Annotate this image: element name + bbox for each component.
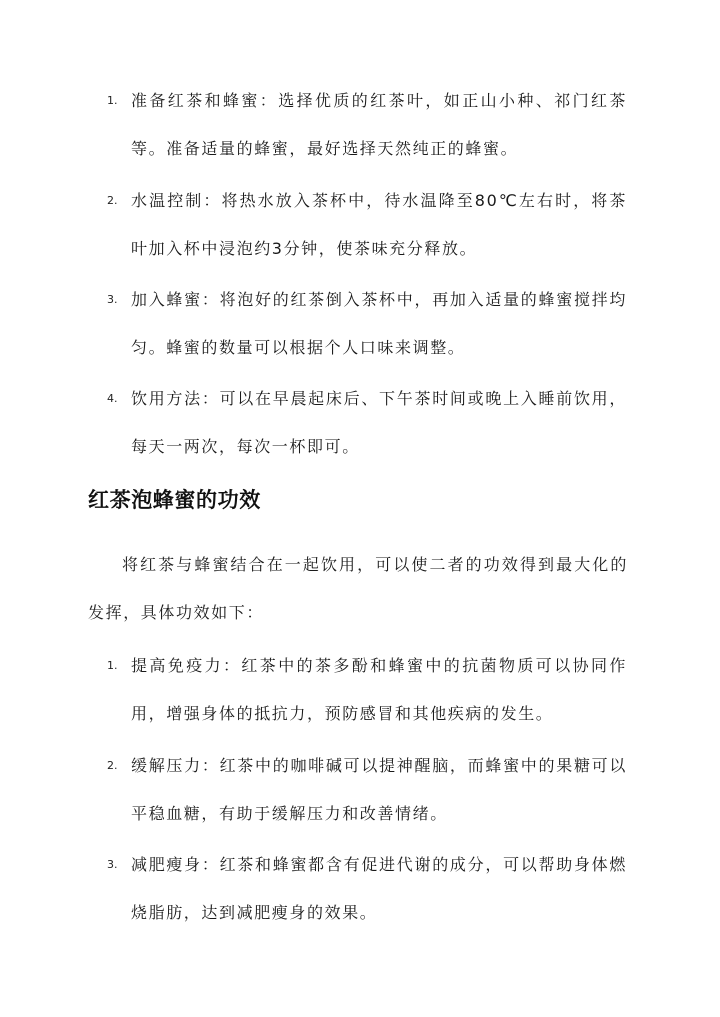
- section-intro-paragraph: 将红茶与蜂蜜结合在一起饮用，可以使二者的功效得到最大化的发挥，具体功效如下：: [88, 555, 628, 622]
- list-item-text: 准备红茶和蜂蜜：选择优质的红茶叶，如正山小种、祁门红茶等。准备适量的蜂蜜，最好选择天然纯正的蜂蜜。: [131, 91, 627, 158]
- list-item-number: 3.: [107, 858, 118, 871]
- list-item-text: 饮用方法：可以在早晨起床后、下午茶时间或晚上入睡前饮用，每天一两次，每次一杯即可。: [131, 389, 627, 456]
- list-item-number: 3.: [107, 293, 118, 306]
- list-item-text: 提高免疫力：红茶中的茶多酚和蜂蜜中的抗菌物质可以协同作用，增强身体的抵抗力，预防感冒和其他疾病的发生。: [131, 656, 627, 723]
- list-item-number: 2.: [107, 759, 118, 772]
- list-item-text: 缓解压力：红茶中的咖啡碱可以提神醒脑，而蜂蜜中的果糖可以平稳血糖，有助于缓解压力和改善情绪。: [131, 756, 627, 823]
- list-item-text: 加入蜂蜜：将泡好的红茶倒入茶杯中，再加入适量的蜂蜜搅拌均匀。蜂蜜的数量可以根据个人口味来调整。: [131, 290, 627, 357]
- list-item-text: 水温控制：将热水放入茶杯中，待水温降至80℃左右时，将茶叶加入杯中浸泡约3分钟，使茶味充分释放。: [131, 191, 627, 258]
- list-item-number: 1.: [107, 659, 118, 672]
- list-item-number: 1.: [107, 94, 118, 107]
- section-heading: 红茶泡蜂蜜的功效: [88, 488, 261, 512]
- list-item-number: 2.: [107, 194, 118, 207]
- list-item-text: 减肥瘦身：红茶和蜂蜜都含有促进代谢的成分，可以帮助身体燃烧脂肪，达到减肥瘦身的效果。: [131, 855, 627, 922]
- list-item-number: 4.: [107, 392, 118, 405]
